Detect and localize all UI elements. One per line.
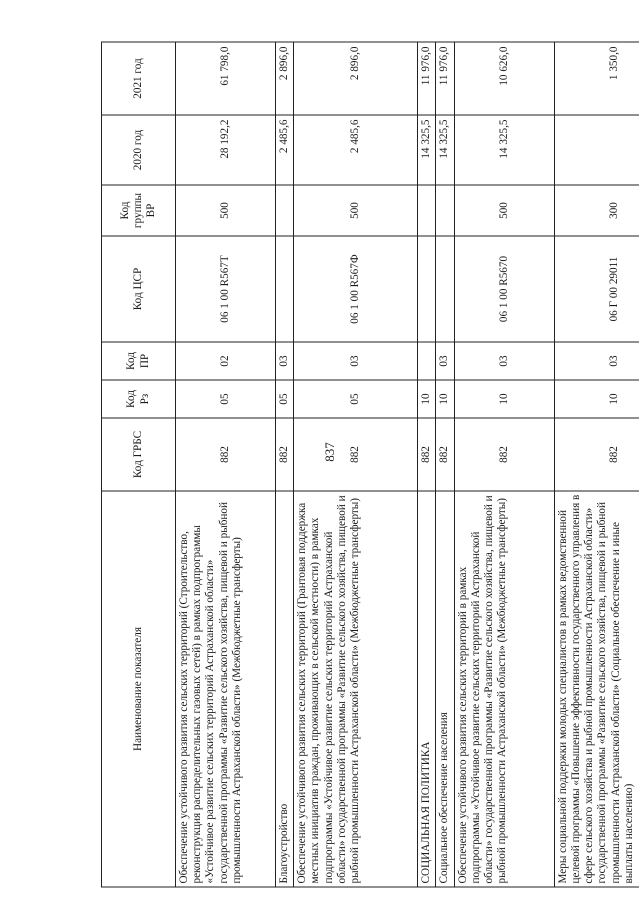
header-csr: Код ЦСР <box>102 236 176 342</box>
row-2020: 14 325,5 <box>454 115 554 185</box>
row-vr: 300 <box>554 185 639 236</box>
row-2021: 1 350,0 <box>554 42 639 115</box>
header-name: Наименование показателя <box>102 491 176 887</box>
row-rz: 05 <box>276 380 294 418</box>
header-grbs: Код ГРБС <box>102 418 176 491</box>
row-csr: 06 Г 00 29011 <box>554 236 639 342</box>
row-2020: 2 485,6 <box>276 115 294 185</box>
header-vr: Код группы ВР <box>102 185 176 236</box>
row-csr: 06 1 00 R567Ф <box>294 236 418 342</box>
row-csr <box>436 236 454 342</box>
header-2020: 2020 год <box>102 115 176 185</box>
row-grbs: 882 <box>294 418 418 491</box>
row-2021: 61 798,0 <box>176 42 276 115</box>
row-vr <box>276 185 294 236</box>
header-2021: 2021 год <box>102 42 176 115</box>
row-grbs: 882 <box>276 418 294 491</box>
row-vr <box>418 185 436 236</box>
row-pr: 03 <box>454 342 554 380</box>
row-vr: 500 <box>454 185 554 236</box>
row-name: Обеспечение устойчивого развития сельских территорий в рамках подпрограммы «Устойчивое развитие сельских территорий Астраханской области» государственной программы «Развитие сельского хозяйства, пищевой и рыбной промышленности Астраханской области» (Межбюджетные трансферты) <box>454 491 554 887</box>
row-rz: 10 <box>418 380 436 418</box>
page-number: 837 <box>322 442 337 462</box>
row-name: Благоустройство <box>276 491 294 887</box>
table-row <box>418 42 436 887</box>
table-row <box>176 42 276 887</box>
row-rz: 05 <box>294 380 418 418</box>
row-2021: 2 896,0 <box>294 42 418 115</box>
table-header-row <box>102 42 176 887</box>
row-vr: 500 <box>294 185 418 236</box>
row-name: Обеспечение устойчивого развития сельских территорий (Грантовая поддержка местных инициатив граждан, проживающих в сельской местности) в рамках подпрограммы «Устойчивое развитие сельских территорий Астраханской области» государственной программы «Развитие сельского хозяйства, пищевой и рыбной промышленности Астраханской области» (Межбюджетные трансферты) <box>294 491 418 887</box>
table-row <box>436 42 454 887</box>
row-rz: 10 <box>454 380 554 418</box>
rotated-table-container <box>101 43 639 888</box>
row-name: СОЦИАЛЬНАЯ ПОЛИТИКА <box>418 491 436 887</box>
row-2020: 28 192,2 <box>176 115 276 185</box>
row-grbs: 882 <box>436 418 454 491</box>
row-grbs: 882 <box>418 418 436 491</box>
row-pr: 03 <box>554 342 639 380</box>
row-name: Обеспечение устойчивого развития сельских территорий (Строительство, реконструкция распределительных газовых сетей) в рамках подпрограммы «Устойчивое развитие сельских территорий Астраханской области» государственной программы «Развитие сельского хозяйства, пищевой и рыбной промышленности Астраханской области» (Межбюджетные трансферты) <box>176 491 276 887</box>
table-row <box>276 42 294 887</box>
row-pr: 02 <box>176 342 276 380</box>
row-2021: 11 976,0 <box>436 42 454 115</box>
budget-table <box>101 42 639 888</box>
row-rz: 05 <box>176 380 276 418</box>
row-2020: 14 325,5 <box>436 115 454 185</box>
row-name: Социальное обеспечение населения <box>436 491 454 887</box>
row-grbs: 882 <box>454 418 554 491</box>
table-row <box>454 42 554 887</box>
row-pr: 03 <box>276 342 294 380</box>
row-rz: 10 <box>436 380 454 418</box>
row-pr: 03 <box>436 342 454 380</box>
row-2020: 14 325,5 <box>418 115 436 185</box>
header-rz: Код Рз <box>102 380 176 418</box>
row-csr <box>418 236 436 342</box>
row-2020 <box>554 115 639 185</box>
table-row <box>554 42 639 887</box>
row-rz: 10 <box>554 380 639 418</box>
row-2021: 11 976,0 <box>418 42 436 115</box>
row-name: Меры социальной поддержки молодых специалистов в рамках ведомственной целевой программы «Повышение эффективности государственного управления в сфере сельского хозяйства и рыбной промышленности Астраханской области» государственной программы «Развитие сельского хозяйства, пищевой и рыбной промышленности Астраханской области» (Социальное обеспечение и иные выплаты населению) <box>554 491 639 887</box>
row-2021: 2 896,0 <box>276 42 294 115</box>
row-csr: 06 1 00 R567T <box>176 236 276 342</box>
row-csr <box>276 236 294 342</box>
row-grbs: 882 <box>554 418 639 491</box>
row-vr: 500 <box>176 185 276 236</box>
row-vr <box>436 185 454 236</box>
row-csr: 06 1 00 R5670 <box>454 236 554 342</box>
row-2020: 2 485,6 <box>294 115 418 185</box>
row-2021: 10 626,0 <box>454 42 554 115</box>
header-pr: Код ПР <box>102 342 176 380</box>
row-pr: 03 <box>294 342 418 380</box>
row-pr <box>418 342 436 380</box>
table-row <box>294 42 418 887</box>
row-grbs: 882 <box>176 418 276 491</box>
